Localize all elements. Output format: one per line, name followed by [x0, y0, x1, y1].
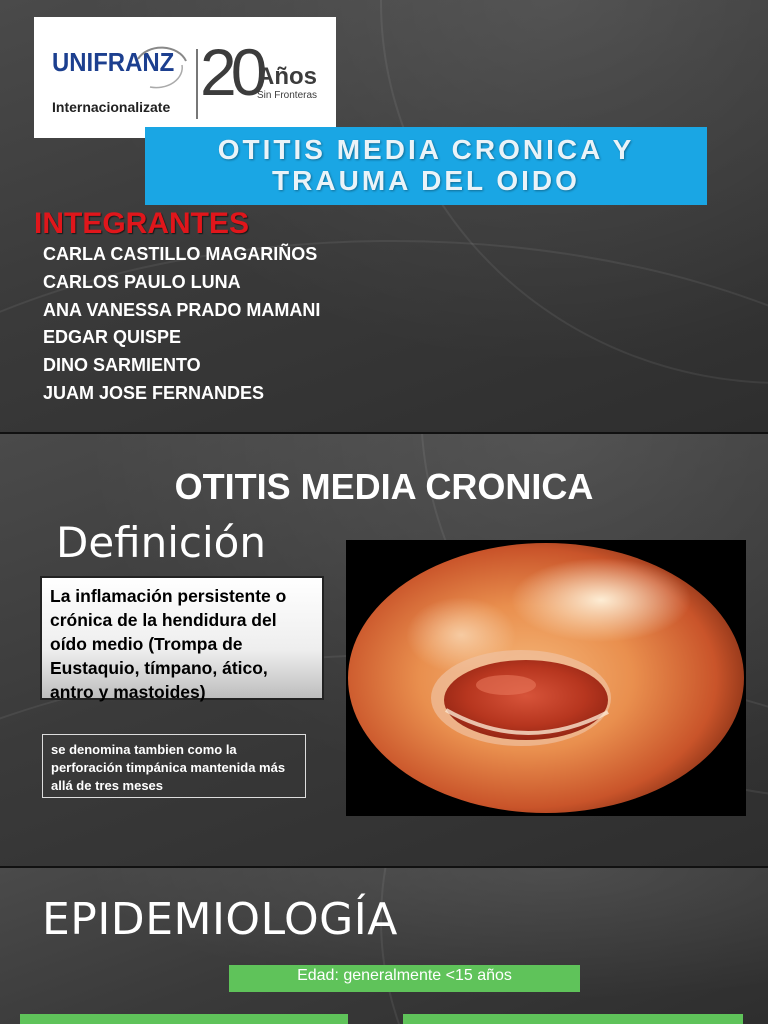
member-name: ANA VANESSA PRADO MAMANI: [43, 299, 321, 320]
green-box-right: [403, 1014, 743, 1024]
logo-brand: UNIFRANZ: [52, 47, 175, 77]
slide-cover: [0, 0, 768, 432]
member-name: JUAM JOSE FERNANDES: [43, 382, 265, 403]
age-box: Edad: generalmente <15 años: [229, 965, 580, 992]
otoscopy-photo: [346, 540, 746, 816]
background-swoosh: [380, 868, 768, 1024]
note-box: se denomina tambien como la perforación timpánica mantenida más allá de tres meses: [42, 734, 306, 798]
member-name: EDGAR QUISPE: [43, 327, 182, 348]
members-heading: INTEGRANTES: [34, 207, 250, 240]
member-name: CARLOS PAULO LUNA: [43, 271, 241, 292]
definition-heading: Definición: [56, 518, 266, 567]
logo-anniversary-word: Años: [257, 63, 317, 90]
logo-arc-icon: [130, 37, 190, 97]
member-name: DINO SARMIENTO: [43, 355, 201, 376]
slide-epidemiology: [0, 868, 768, 1024]
logo-divider: [196, 49, 198, 119]
member-name: CARLA CASTILLO MAGARIÑOS: [43, 244, 318, 264]
slide-definition: [0, 434, 768, 866]
logo-anniversary-number: 20: [200, 35, 262, 109]
unifranz-logo: [34, 17, 336, 138]
title-banner: [145, 127, 707, 205]
green-box-left: [20, 1014, 348, 1024]
presentation-title: OTITIS MEDIA CRONICA Y TRAUMA DEL OIDO: [217, 134, 635, 196]
logo-tagline: Internacionalizate: [52, 99, 171, 115]
slide-title: OTITIS MEDIA CRONICA: [174, 466, 594, 507]
eardrum-illustration: [346, 540, 746, 816]
definition-box: La inflamación persistente o crónica de la hendidura del oído medio (Trompa de Eustaquio, tímpano, ático, antro y mastoides): [40, 576, 324, 700]
slide-title: EPIDEMIOLOGÍA: [42, 894, 398, 945]
logo-anniversary-sub: Sin Fronteras: [257, 90, 318, 101]
members-list: [43, 241, 320, 408]
